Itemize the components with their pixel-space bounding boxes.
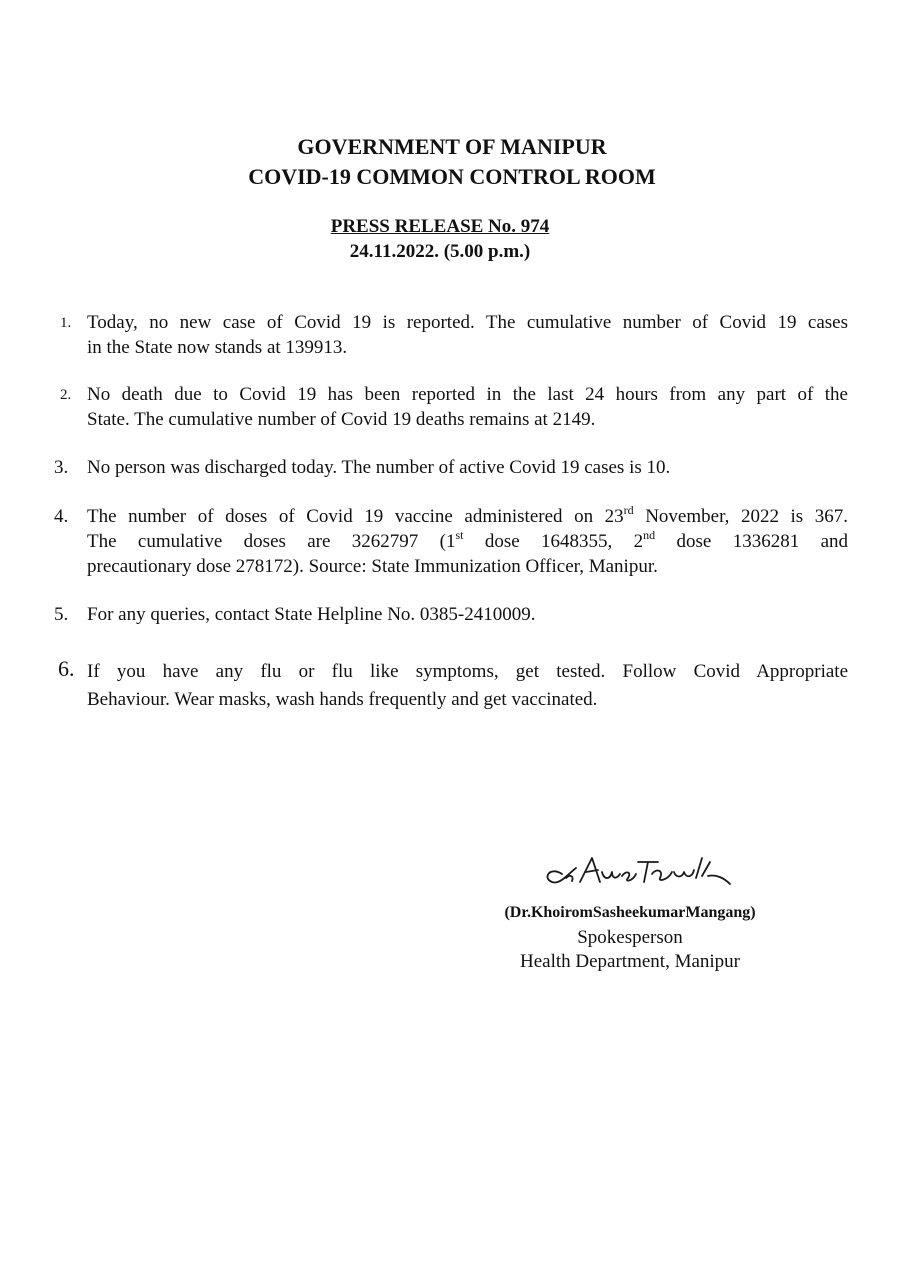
government-title: GOVERNMENT OF MANIPUR xyxy=(297,134,607,159)
release-info xyxy=(0,214,880,264)
list-item-2 xyxy=(54,382,848,432)
item-text-line: No death due to Covid 19 has been reported in the last 24 hours from any part of the xyxy=(87,384,848,405)
press-release-number: PRESS RELEASE No. 974 xyxy=(330,216,550,237)
item-text-line: If you have any flu or flu like symptoms, get tested. Follow Covid Appropriate xyxy=(87,661,848,682)
handwritten-signature xyxy=(540,848,740,894)
item-number: 1. xyxy=(60,315,72,331)
item-text-line: Today, no new case of Covid 19 is reported. The cumulative number of Covid 19 cases xyxy=(87,312,848,333)
item-text-line: For any queries, contact State Helpline No. 0385-2410009. xyxy=(87,604,536,625)
item-text-line: The cumulative doses are 3262797 (1st dose 1648355, 2nd dose 1336281 and xyxy=(87,528,849,552)
item-number: 4. xyxy=(54,506,69,527)
item-text-line: State. The cumulative number of Covid 19 deaths remains at 2149. xyxy=(87,409,596,430)
signatory-block xyxy=(440,900,820,974)
signatory-role: Spokesperson xyxy=(577,927,683,948)
item-number: 5. xyxy=(54,604,69,625)
list-item-5 xyxy=(54,602,848,627)
signatory-name: (Dr.KhoiromSasheekumarMangang) xyxy=(504,904,756,921)
item-text-line: No person was discharged today. The number of active Covid 19 cases is 10. xyxy=(87,457,671,478)
item-number: 2. xyxy=(60,387,72,403)
signatory-department: Health Department, Manipur xyxy=(519,951,740,972)
item-number: 6. xyxy=(58,656,75,681)
list-item-3 xyxy=(54,455,848,480)
item-text-line: in the State now stands at 139913. xyxy=(87,337,348,358)
list-item-4 xyxy=(54,504,848,579)
control-room-title: COVID-19 COMMON CONTROL ROOM xyxy=(248,164,656,189)
item-text-line: The number of doses of Covid 19 vaccine administered on 23rd November, 2022 is 367. xyxy=(87,503,848,527)
list-item-1 xyxy=(54,310,848,360)
item-number: 3. xyxy=(54,457,69,478)
document-header xyxy=(0,132,904,192)
list-item-6 xyxy=(54,658,848,714)
item-text-line: precautionary dose 278172). Source: State Immunization Officer, Manipur. xyxy=(87,556,658,577)
item-text-line: Behaviour. Wear masks, wash hands frequently and get vaccinated. xyxy=(87,689,598,710)
release-datetime: 24.11.2022. (5.00 p.m.) xyxy=(349,241,531,262)
